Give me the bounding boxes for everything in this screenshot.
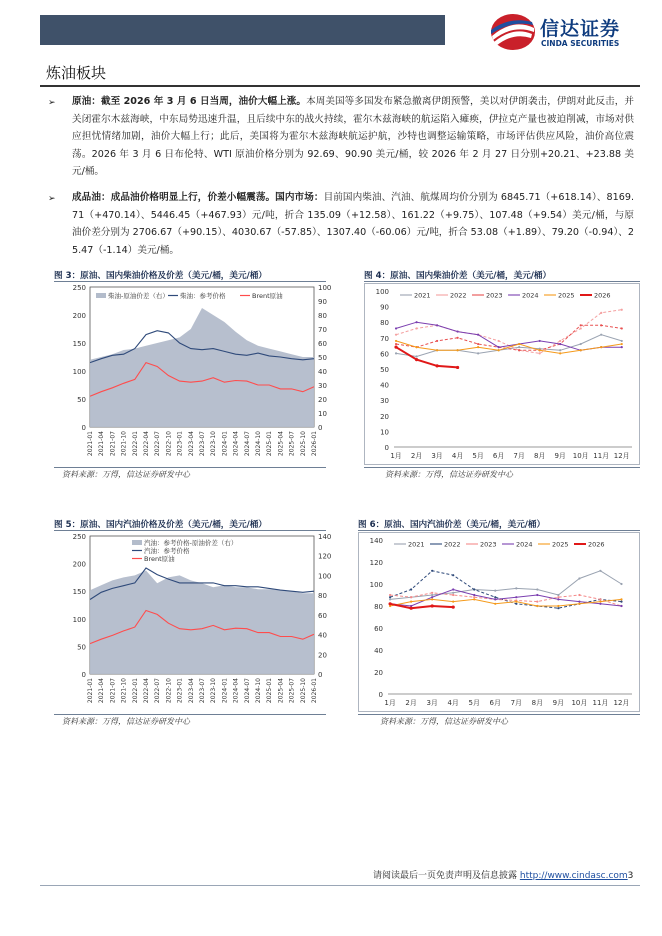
year-data-point bbox=[578, 594, 580, 596]
x-tick-label: 9月 bbox=[554, 452, 566, 460]
year-data-point bbox=[621, 327, 623, 329]
x-tick-label: 4月 bbox=[447, 699, 459, 707]
x-tick-label: 2024-10 bbox=[255, 678, 262, 704]
year-data-point bbox=[620, 583, 622, 585]
year-data-point bbox=[578, 577, 580, 579]
figure-5-bottom-rule bbox=[54, 714, 326, 715]
x-tick-label: 2025-07 bbox=[288, 431, 296, 457]
x-tick-label: 11月 bbox=[592, 699, 609, 707]
paragraph-refined-oil bbox=[72, 189, 634, 261]
y-right-tick-label: 80 bbox=[318, 592, 327, 601]
y-right-tick-label: 40 bbox=[318, 368, 327, 376]
y-right-tick-label: 140 bbox=[318, 533, 332, 541]
year-data-point bbox=[431, 592, 433, 594]
legend-label: 2023 bbox=[480, 540, 497, 549]
x-tick-label: 9月 bbox=[552, 699, 565, 707]
year-data-point bbox=[410, 601, 412, 603]
year-data-point bbox=[515, 596, 517, 598]
year-data-point bbox=[389, 598, 391, 600]
y-left-tick-label: 200 bbox=[72, 560, 86, 569]
page-number: 3 bbox=[627, 871, 634, 881]
year-data-point bbox=[452, 588, 454, 590]
year-data-point bbox=[515, 587, 517, 589]
year-data-point bbox=[515, 603, 517, 605]
x-tick-label: 8月 bbox=[531, 699, 544, 707]
year-data-point bbox=[580, 343, 582, 345]
y-left-tick-label: 250 bbox=[72, 284, 86, 292]
x-tick-label: 2022-01 bbox=[131, 431, 139, 457]
year-data-point bbox=[395, 343, 397, 345]
figure-5-title: 图 5：原油、国内汽油价格及价差（美元/桶，美元/桶） bbox=[54, 520, 267, 530]
year-data-point bbox=[477, 334, 479, 336]
x-tick-label: 2021-10 bbox=[120, 678, 128, 704]
year-data-point bbox=[600, 334, 602, 336]
x-tick-label: 2023-01 bbox=[176, 431, 184, 457]
footer-disclaimer bbox=[373, 868, 633, 881]
year-data-point bbox=[599, 601, 601, 603]
y-tick-label: 70 bbox=[380, 334, 389, 343]
y-left-tick-label: 100 bbox=[72, 368, 86, 376]
year-data-point bbox=[557, 598, 559, 600]
year-data-point bbox=[473, 598, 475, 600]
x-tick-label: 12月 bbox=[613, 452, 630, 460]
x-tick-label: 2月 bbox=[410, 452, 423, 460]
year-data-point bbox=[415, 355, 417, 357]
x-tick-label: 2021-04 bbox=[98, 431, 106, 457]
y-tick-label: 140 bbox=[369, 537, 383, 545]
year-data-point bbox=[559, 352, 561, 354]
legend-label: 汽油：参考价格 bbox=[144, 547, 190, 555]
legend-label: 2022 bbox=[444, 540, 461, 549]
y-left-tick-label: 150 bbox=[72, 340, 86, 348]
year-data-point bbox=[557, 594, 559, 596]
paragraph-lead: 成品油：成品油价格明显上行，价差小幅震荡。国内市场： bbox=[72, 192, 324, 203]
legend-label: 2024 bbox=[516, 540, 533, 549]
year-data-point bbox=[389, 596, 391, 598]
x-tick-label: 2月 bbox=[405, 699, 417, 707]
figure-6-chart bbox=[358, 532, 640, 712]
year-data-point bbox=[389, 594, 391, 596]
x-tick-label: 1月 bbox=[390, 452, 402, 460]
y-right-tick-label: 20 bbox=[318, 651, 327, 660]
y-right-tick-label: 100 bbox=[318, 572, 332, 581]
year-data-point bbox=[415, 327, 417, 329]
year-data-point bbox=[452, 574, 454, 576]
year-data-point bbox=[518, 346, 520, 348]
x-tick-label: 2024-07 bbox=[243, 678, 251, 704]
x-tick-label: 11月 bbox=[593, 452, 610, 460]
legend-label: 柴油：参考价格 bbox=[180, 292, 226, 300]
y-right-tick-label: 70 bbox=[318, 326, 327, 334]
y-right-tick-label: 60 bbox=[318, 340, 327, 348]
x-tick-label: 2022-07 bbox=[154, 431, 162, 457]
figure-5-chart bbox=[54, 532, 346, 712]
year-data-point bbox=[536, 594, 538, 596]
section-divider bbox=[40, 85, 640, 87]
year-data-point bbox=[389, 602, 392, 605]
year-data-point bbox=[498, 346, 500, 348]
y-tick-label: 120 bbox=[369, 559, 383, 567]
year-data-point bbox=[599, 598, 601, 600]
figure-4-rule bbox=[364, 281, 640, 282]
y-right-tick-label: 100 bbox=[318, 284, 332, 292]
y-tick-label: 80 bbox=[380, 319, 389, 328]
y-left-tick-label: 100 bbox=[72, 615, 86, 624]
figure-5-source: 资料来源：万得，信达证券研发中心 bbox=[62, 717, 190, 726]
year-data-point bbox=[431, 598, 433, 600]
y-tick-label: 40 bbox=[374, 647, 383, 655]
legend-label: 2023 bbox=[486, 291, 503, 300]
year-data-point bbox=[473, 588, 475, 590]
x-tick-label: 2023-10 bbox=[210, 431, 218, 457]
year-data-point bbox=[477, 343, 479, 345]
year-data-point bbox=[494, 603, 496, 605]
legend-label: 2026 bbox=[588, 540, 605, 549]
year-data-point bbox=[557, 596, 559, 598]
y-right-tick-label: 0 bbox=[318, 671, 323, 679]
logo-text-cn: 信达证券 bbox=[540, 18, 621, 40]
year-line-series bbox=[390, 571, 621, 600]
legend-label: 2021 bbox=[414, 291, 431, 300]
paragraph-lead: 原油：截至 2026 年 3 月 6 日当周，油价大幅上涨。 bbox=[72, 96, 307, 107]
x-tick-label: 2022-10 bbox=[165, 678, 173, 704]
x-tick-label: 2024-10 bbox=[255, 431, 262, 457]
year-data-point bbox=[494, 598, 496, 600]
year-data-point bbox=[452, 592, 454, 594]
x-tick-label: 5月 bbox=[468, 699, 480, 707]
x-tick-label: 2024-04 bbox=[232, 431, 240, 457]
year-data-point bbox=[621, 309, 623, 311]
year-data-point bbox=[436, 340, 438, 342]
x-tick-label: 3月 bbox=[431, 452, 443, 460]
year-data-point bbox=[431, 594, 433, 596]
legend-swatch bbox=[96, 293, 106, 298]
x-tick-label: 8月 bbox=[533, 452, 546, 460]
company-logo bbox=[488, 12, 648, 52]
x-tick-label: 2026-01 bbox=[311, 678, 318, 704]
year-data-point bbox=[452, 601, 454, 603]
x-tick-label: 10月 bbox=[572, 452, 589, 460]
year-data-point bbox=[599, 570, 601, 572]
y-right-tick-label: 0 bbox=[318, 424, 323, 432]
y-right-tick-label: 90 bbox=[318, 298, 327, 306]
x-tick-label: 2023-10 bbox=[210, 678, 218, 704]
legend-label: 2025 bbox=[558, 291, 575, 300]
section-title: 炼油板块 bbox=[46, 64, 107, 82]
x-tick-label: 2025-01 bbox=[266, 678, 274, 704]
legend-label: 2022 bbox=[450, 291, 467, 300]
x-tick-label: 5月 bbox=[472, 452, 484, 460]
figure-3-bottom-rule bbox=[54, 467, 326, 468]
legend-label: 柴油-原油价差（右） bbox=[108, 292, 169, 300]
x-tick-label: 2023-07 bbox=[199, 431, 206, 457]
y-tick-label: 0 bbox=[384, 444, 389, 452]
y-left-tick-label: 50 bbox=[77, 643, 86, 652]
y-right-tick-label: 50 bbox=[318, 354, 327, 362]
x-tick-label: 2025-04 bbox=[277, 431, 285, 457]
year-data-point bbox=[518, 349, 520, 351]
x-tick-label: 2025-01 bbox=[266, 431, 274, 457]
figure-6-rule bbox=[358, 530, 640, 531]
paragraph-body: 本周美国等多国发布紧急撤离伊朗预警，美以对伊朗袭击，伊朗对此反击，并关闭霍尔木兹海峡，中东局势迅速升温，且后续中东的战火持续，霍尔木兹海峡的航运陷入瘫痪，伊拉克产量也被迫削减，市场对供应担忧情绪加剧，油价大幅上行；此后，美国将为霍尔木兹海峡航运护航，沙特也调整运输策略，市场评估供应风险，油价高位震荡。2026 年 3 月 6 日布伦特、WTI 原油价格分别为 92.69、90.90 美元/桶，较 2026 年 2 月 27 日分别+20.21、+23.88 美元/桶。 bbox=[72, 96, 635, 177]
year-data-point bbox=[436, 324, 438, 326]
year-data-point bbox=[410, 588, 412, 590]
year-data-point bbox=[515, 601, 517, 603]
year-line-series bbox=[396, 341, 622, 354]
year-data-point bbox=[536, 601, 538, 603]
spread-area-series bbox=[90, 308, 314, 427]
x-tick-label: 2022-04 bbox=[143, 678, 150, 704]
year-data-point bbox=[477, 346, 479, 348]
legend-swatch bbox=[132, 540, 142, 545]
y-tick-label: 20 bbox=[380, 412, 389, 421]
year-data-point bbox=[431, 570, 433, 572]
legend-label: 汽油：参考价格-原油价差（右） bbox=[144, 539, 238, 547]
x-tick-label: 2025-04 bbox=[277, 678, 285, 704]
y-right-tick-label: 120 bbox=[318, 552, 332, 561]
year-data-point bbox=[431, 596, 433, 598]
year-data-point bbox=[410, 596, 412, 598]
year-data-point bbox=[436, 349, 438, 351]
year-data-point bbox=[539, 352, 541, 354]
x-tick-label: 2021-01 bbox=[87, 431, 94, 457]
y-tick-label: 50 bbox=[380, 366, 389, 374]
y-left-tick-label: 50 bbox=[77, 396, 86, 404]
x-tick-label: 2025-10 bbox=[299, 431, 307, 457]
year-data-point bbox=[621, 343, 623, 345]
year-data-point bbox=[600, 346, 602, 348]
x-tick-label: 2023-04 bbox=[187, 431, 195, 457]
x-tick-label: 2021-10 bbox=[120, 431, 128, 457]
year-data-point bbox=[557, 607, 559, 609]
footer-text: 请阅读最后一页免责声明及信息披露 bbox=[373, 871, 520, 881]
year-data-point bbox=[457, 330, 459, 332]
year-data-point bbox=[395, 334, 397, 336]
y-tick-label: 60 bbox=[380, 350, 389, 359]
x-tick-label: 2024-04 bbox=[232, 678, 240, 704]
year-data-point bbox=[395, 340, 397, 342]
year-data-point bbox=[477, 352, 479, 354]
year-data-point bbox=[580, 324, 582, 326]
year-data-point bbox=[395, 327, 397, 329]
x-tick-label: 2024-01 bbox=[221, 678, 229, 704]
x-tick-label: 2021-07 bbox=[109, 431, 117, 457]
year-line-series bbox=[396, 325, 622, 350]
figure-6-title: 图 6：原油、国内汽油价差（美元/桶，美元/桶） bbox=[358, 520, 546, 530]
year-data-point bbox=[580, 349, 582, 351]
y-left-tick-label: 250 bbox=[72, 533, 86, 541]
y-left-tick-label: 0 bbox=[81, 424, 86, 432]
year-data-point bbox=[559, 340, 561, 342]
x-tick-label: 10月 bbox=[571, 699, 588, 707]
legend-label: 2021 bbox=[408, 540, 425, 549]
figure-3-source: 资料来源：万得，信达证券研发中心 bbox=[62, 470, 190, 479]
figure-3-rule bbox=[54, 281, 326, 282]
x-tick-label: 2026-01 bbox=[311, 431, 318, 457]
x-tick-label: 3月 bbox=[426, 699, 438, 707]
y-right-tick-label: 30 bbox=[318, 382, 327, 390]
legend-label: Brent原油 bbox=[144, 555, 175, 563]
year-data-point bbox=[415, 358, 418, 361]
x-tick-label: 2022-07 bbox=[154, 678, 162, 704]
x-tick-label: 2023-04 bbox=[187, 678, 195, 704]
year-data-point bbox=[456, 366, 459, 369]
x-tick-label: 2024-07 bbox=[243, 431, 251, 457]
y-tick-label: 20 bbox=[374, 669, 383, 677]
figure-4-bottom-rule bbox=[364, 467, 640, 468]
y-left-tick-label: 150 bbox=[72, 588, 86, 597]
year-data-point bbox=[394, 346, 397, 349]
figure-4-chart bbox=[364, 283, 640, 465]
y-right-tick-label: 20 bbox=[318, 396, 327, 404]
year-data-point bbox=[431, 604, 434, 607]
figure-4-title: 图 4：原油、国内柴油价差（美元/桶，美元/桶） bbox=[364, 271, 552, 281]
y-tick-label: 60 bbox=[374, 625, 383, 633]
x-tick-label: 7月 bbox=[513, 452, 525, 460]
chart-frame bbox=[359, 533, 640, 712]
paragraph-body: 目前国内柴油、汽油、航煤周均价分别为 6845.71（+618.14）、8169.71（+470.14）、5446.45（+467.93）元/吨，折合 135.09（+12.58）、161.22（+9.75）、107.48（+9.54）美元/桶，与原油价差分别为 2706.67（+90.15）、4030.67（-57.85）、1307.40（-60.06）元/吨，折合 53.08（+1.89）、79.20（-0.94）、25.47（-1.14）美元/桶。 bbox=[72, 192, 635, 256]
year-data-point bbox=[557, 605, 559, 607]
year-data-point bbox=[415, 346, 417, 348]
year-data-point bbox=[494, 590, 496, 592]
year-data-point bbox=[559, 349, 561, 351]
y-tick-label: 30 bbox=[380, 397, 389, 406]
legend-label: 2026 bbox=[594, 291, 611, 300]
footer-link[interactable]: http://www.cindasc.com bbox=[519, 871, 628, 881]
legend-label: 2024 bbox=[522, 291, 539, 300]
y-tick-label: 0 bbox=[378, 691, 383, 699]
y-tick-label: 80 bbox=[374, 603, 383, 611]
year-data-point bbox=[620, 598, 622, 600]
year-data-point bbox=[494, 596, 496, 598]
year-data-point bbox=[559, 343, 561, 345]
x-tick-label: 2021-07 bbox=[109, 678, 117, 704]
year-data-point bbox=[539, 340, 541, 342]
year-data-point bbox=[452, 594, 454, 596]
year-data-point bbox=[457, 349, 459, 351]
x-tick-label: 12月 bbox=[613, 699, 630, 707]
x-tick-label: 6月 bbox=[492, 452, 505, 460]
x-tick-label: 2024-01 bbox=[221, 431, 229, 457]
year-data-point bbox=[410, 607, 413, 610]
y-right-tick-label: 80 bbox=[318, 312, 327, 320]
y-tick-label: 10 bbox=[380, 428, 389, 437]
year-data-point bbox=[600, 324, 602, 326]
x-tick-label: 2021-01 bbox=[87, 678, 94, 704]
bullet-icon: ➢ bbox=[48, 98, 56, 108]
year-data-point bbox=[620, 601, 622, 603]
y-tick-label: 100 bbox=[375, 288, 389, 296]
x-tick-label: 2021-04 bbox=[98, 678, 106, 704]
figure-5-rule bbox=[54, 530, 326, 531]
y-tick-label: 40 bbox=[380, 381, 389, 390]
chart-frame bbox=[365, 284, 640, 465]
year-line-series bbox=[390, 593, 621, 606]
year-line-series bbox=[396, 322, 622, 350]
x-tick-label: 2025-10 bbox=[299, 678, 307, 704]
year-data-point bbox=[473, 596, 475, 598]
x-tick-label: 2022-04 bbox=[143, 431, 150, 457]
year-data-point bbox=[518, 343, 520, 345]
x-tick-label: 2025-07 bbox=[288, 678, 296, 704]
legend-label: 2025 bbox=[552, 540, 569, 549]
figure-4-source: 资料来源：万得，信达证券研发中心 bbox=[385, 470, 513, 479]
year-data-point bbox=[600, 312, 602, 314]
header-banner bbox=[40, 15, 445, 45]
year-data-point bbox=[621, 346, 623, 348]
x-tick-label: 2023-07 bbox=[199, 678, 206, 704]
figure-6-bottom-rule bbox=[358, 714, 640, 715]
year-data-point bbox=[498, 340, 500, 342]
year-data-point bbox=[435, 364, 438, 367]
x-tick-label: 4月 bbox=[451, 452, 464, 460]
y-tick-label: 100 bbox=[369, 581, 383, 589]
year-data-point bbox=[415, 321, 417, 323]
legend-label: Brent原油 bbox=[252, 292, 283, 300]
logo-text-en: CINDA SECURITIES bbox=[541, 39, 620, 48]
x-tick-label: 2022-10 bbox=[165, 431, 173, 457]
year-data-point bbox=[395, 352, 397, 354]
x-tick-label: 6月 bbox=[489, 699, 502, 707]
year-data-point bbox=[621, 340, 623, 342]
year-data-point bbox=[580, 327, 582, 329]
y-left-tick-label: 200 bbox=[72, 312, 86, 320]
x-tick-label: 2022-01 bbox=[131, 678, 139, 704]
bullet-icon: ➢ bbox=[48, 194, 56, 204]
year-data-point bbox=[599, 603, 601, 605]
logo-emblem-icon bbox=[488, 12, 538, 52]
year-data-point bbox=[457, 337, 459, 339]
footer-divider bbox=[40, 885, 640, 886]
year-data-point bbox=[498, 349, 500, 351]
y-right-tick-label: 40 bbox=[318, 631, 327, 640]
x-tick-label: 2023-01 bbox=[176, 678, 184, 704]
year-data-point bbox=[620, 605, 622, 607]
x-tick-label: 7月 bbox=[510, 699, 523, 707]
x-tick-label: 1月 bbox=[384, 699, 396, 707]
year-data-point bbox=[473, 594, 475, 596]
year-data-point bbox=[536, 588, 538, 590]
figure-6-source: 资料来源：万得，信达证券研发中心 bbox=[380, 717, 508, 726]
figure-3-chart bbox=[54, 283, 346, 465]
y-right-tick-label: 60 bbox=[318, 611, 327, 620]
year-data-point bbox=[539, 349, 541, 351]
figure-3-title: 图 3：原油、国内柴油价格及价差（美元/桶，美元/桶） bbox=[54, 271, 267, 281]
year-data-point bbox=[578, 603, 580, 605]
y-right-tick-label: 10 bbox=[318, 410, 327, 418]
year-data-point bbox=[578, 601, 580, 603]
year-data-point bbox=[452, 606, 455, 609]
year-data-point bbox=[536, 605, 538, 607]
paragraph-crude-oil bbox=[72, 93, 634, 183]
y-tick-label: 90 bbox=[380, 303, 389, 312]
y-left-tick-label: 0 bbox=[81, 671, 86, 679]
